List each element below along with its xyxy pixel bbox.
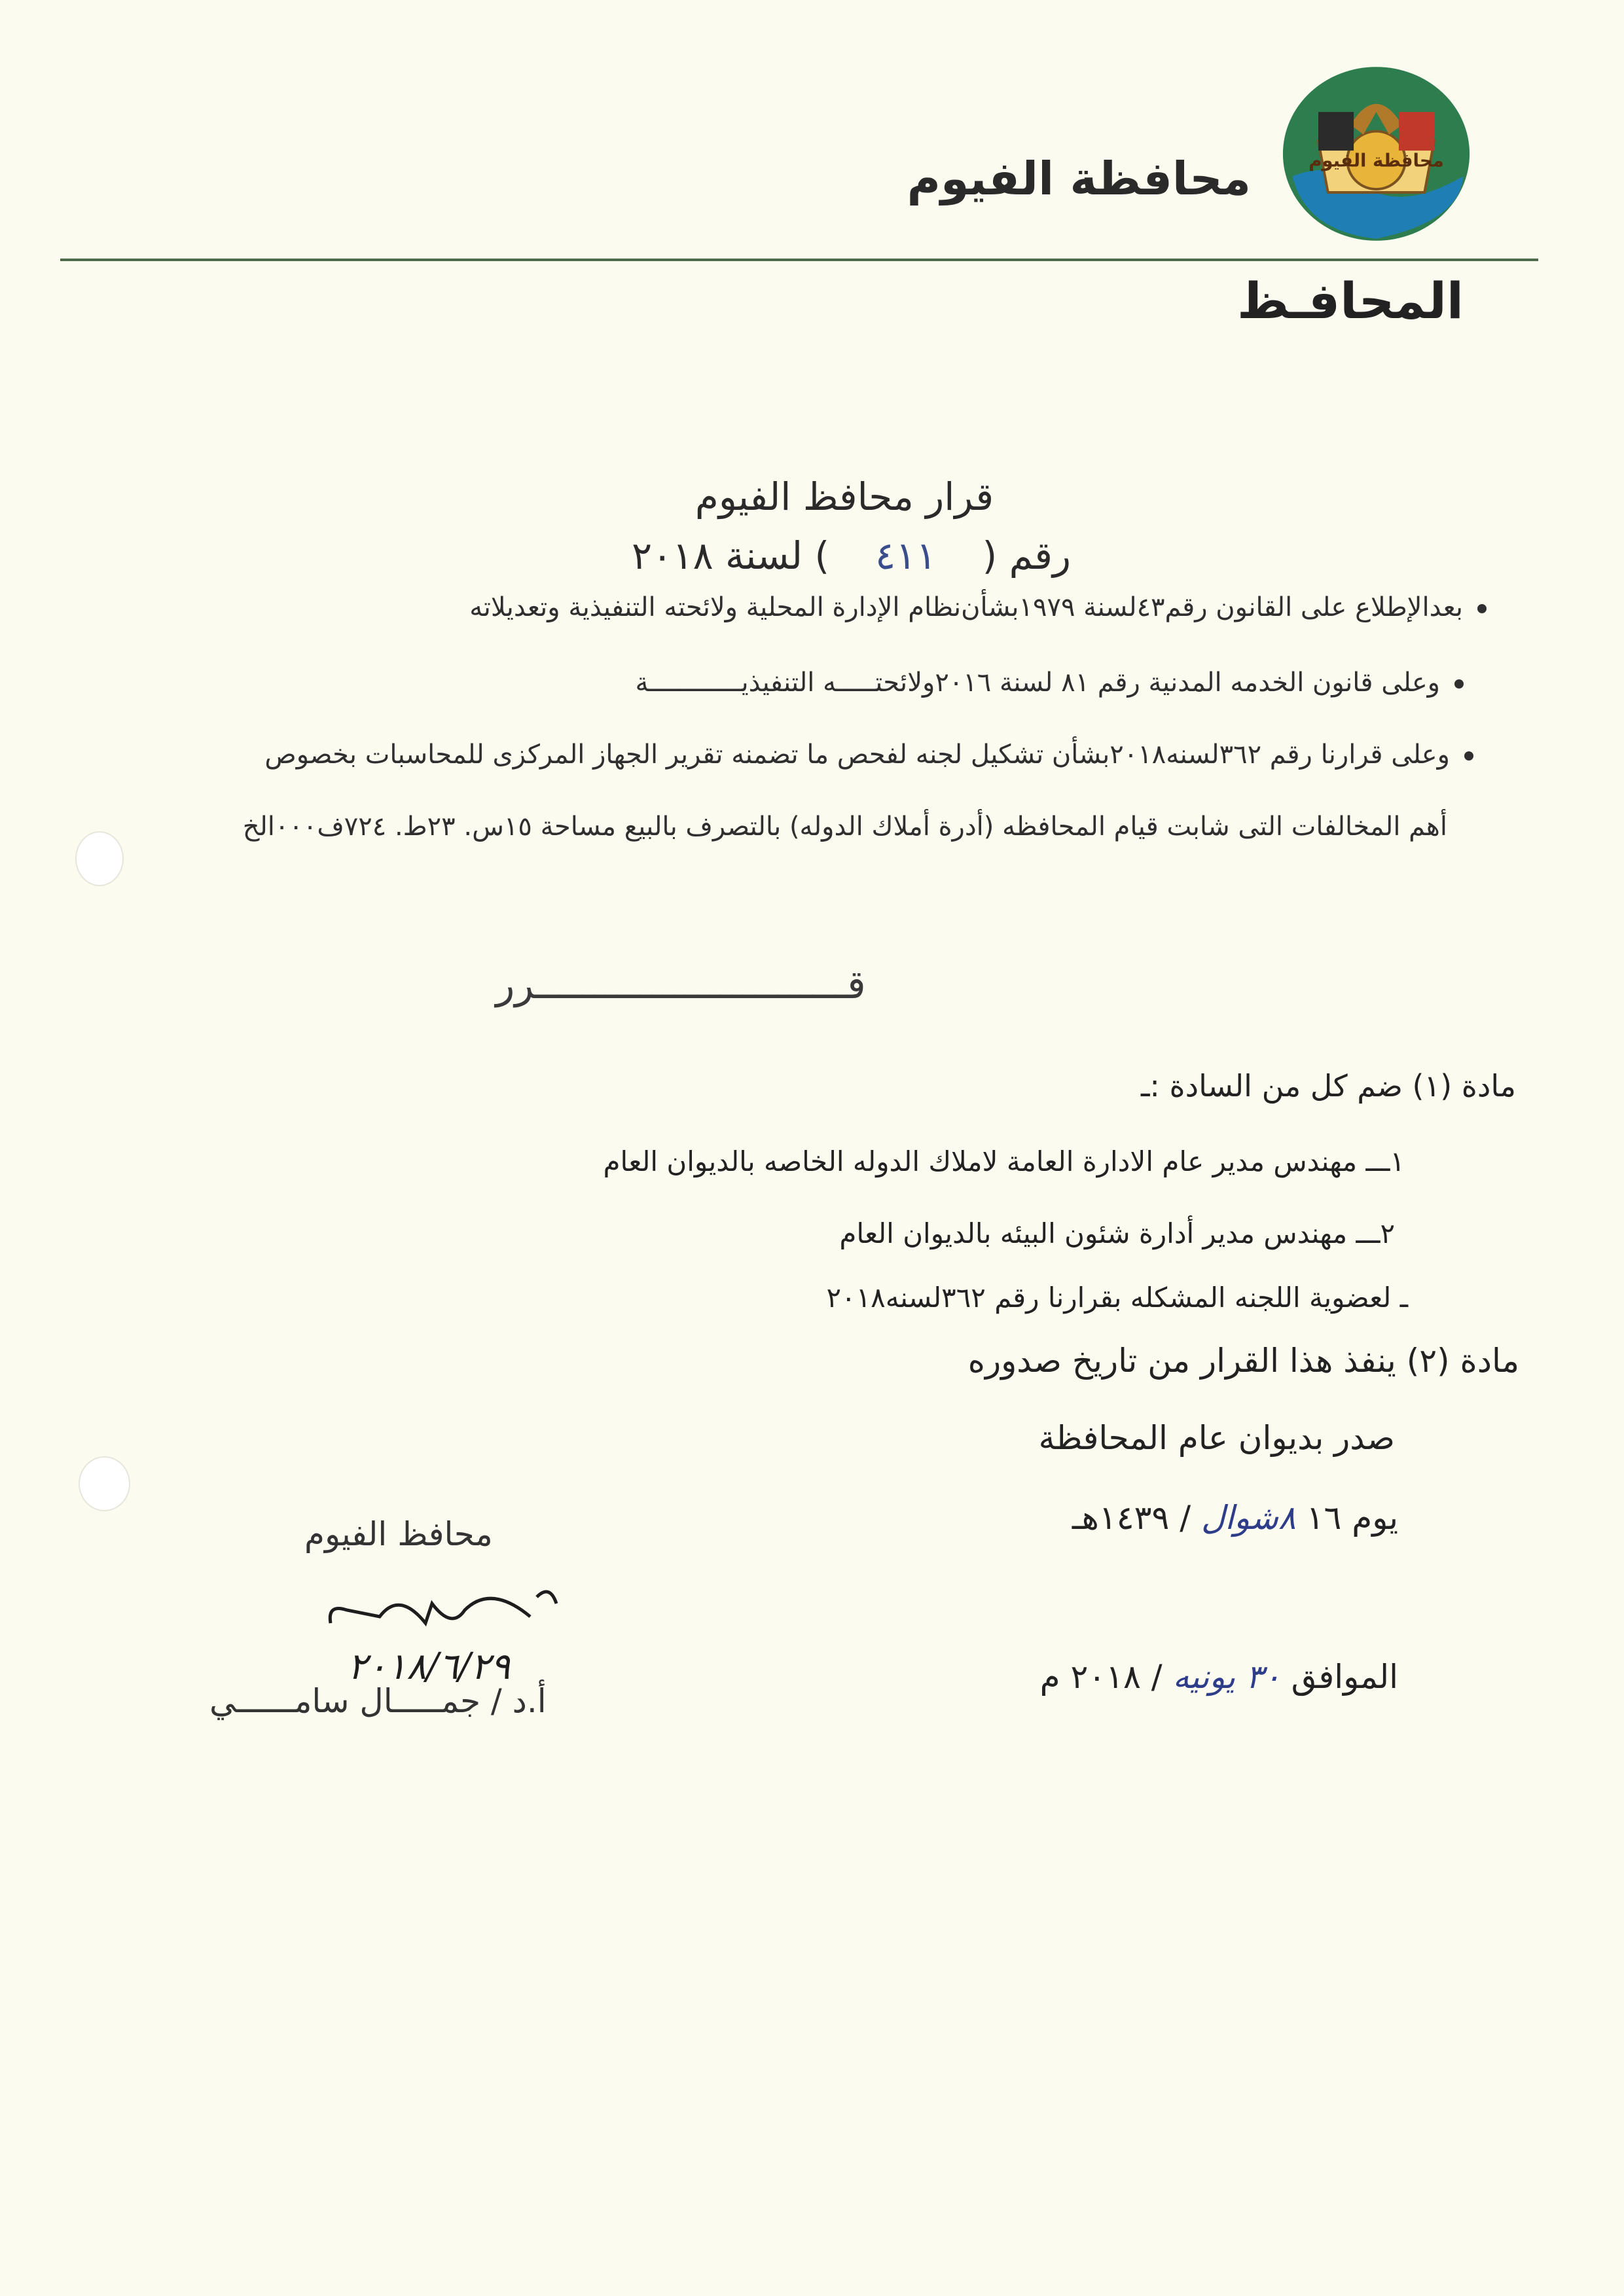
issued-at: صدر بديوان عام المحافظة bbox=[1038, 1419, 1395, 1457]
decree-number-handwritten: ٤١١ bbox=[875, 533, 937, 578]
article-1-heading: مادة (١) ضم كل من السادة :ـ bbox=[1140, 1068, 1516, 1103]
governorate-name: محافظة الفيوم bbox=[907, 152, 1251, 206]
hijri-date-prefix: يوم bbox=[1352, 1499, 1398, 1537]
decree-number-prefix: رقم ( bbox=[982, 533, 1071, 578]
emblem-label: محافظة الفيوم bbox=[1308, 150, 1444, 171]
preamble-item bbox=[469, 592, 1487, 622]
gregorian-date-prefix: الموافق bbox=[1291, 1658, 1398, 1696]
preamble-item bbox=[264, 740, 1473, 770]
gregorian-date bbox=[1040, 1658, 1398, 1696]
bullet-icon bbox=[1477, 604, 1487, 613]
header-divider bbox=[60, 259, 1538, 261]
gregorian-day-month-handwritten: ٣٠ يونيه bbox=[1172, 1658, 1281, 1696]
decree-number-suffix: ) لسنة ٢٠١٨ bbox=[632, 533, 830, 578]
signatory-title: محافظ الفيوم bbox=[304, 1515, 493, 1553]
signatory-name: أ.د / جمـــــال سامــــــي bbox=[209, 1682, 547, 1720]
punch-hole bbox=[75, 831, 124, 886]
hijri-day: ١٦ bbox=[1306, 1499, 1342, 1537]
decree-title: قرار محافظ الفيوم bbox=[695, 475, 994, 519]
hijri-date bbox=[1072, 1499, 1398, 1537]
bullet-icon bbox=[1454, 679, 1464, 689]
gregorian-year: / ٢٠١٨ م bbox=[1039, 1658, 1163, 1696]
preamble-continuation: أهم المخالفات التى شابت قيام المحافظه (أدرة أملاك الدوله) بالتصرف بالبيع مساحة ١٥س. ٢٣ط. ٧٢٤ف٠٠٠الخ bbox=[242, 812, 1447, 842]
punch-hole bbox=[79, 1456, 130, 1511]
decree-number-line bbox=[632, 533, 1071, 578]
signature-date: ٢٠١٨/٦/٢٩ bbox=[347, 1645, 511, 1688]
preamble-text: وعلى قرارنا رقم ٣٦٢لسنه٢٠١٨بشأن تشكيل لجنه لفحص ما تضمنه تقرير الجهاز المركزى للمحاسبات بخصوص bbox=[264, 740, 1450, 770]
preamble-item bbox=[635, 668, 1464, 698]
preamble-text: وعلى قانون الخدمه المدنية رقم ٨١ لسنة ٢٠١٦ولائحتـــــه التنفيذيــــــــــــة bbox=[635, 668, 1440, 698]
article-2: مادة (٢) ينفذ هذا القرار من تاريخ صدوره bbox=[967, 1342, 1519, 1380]
hijri-month-handwritten: ٨شوال bbox=[1200, 1499, 1296, 1537]
governorate-emblem bbox=[1280, 62, 1473, 245]
hijri-year: / ١٤٣٩هـ bbox=[1072, 1499, 1191, 1537]
bullet-icon bbox=[1464, 751, 1473, 761]
member-item: ١ـــ مهندس مدير عام الادارة العامة لاملاك الدوله الخاصه بالديوان العام bbox=[603, 1145, 1405, 1177]
preamble-text: بعدالإطلاع على القانون رقم٤٣لسنة ١٩٧٩بشأن‌نظام الإدارة المحلية ولائحته التنفيذية وتعديلاته bbox=[469, 592, 1463, 622]
member-item: ٢ـــ مهندس مدير أدارة شئون البيئه بالديوان العام bbox=[839, 1217, 1395, 1249]
office-title: المحافـظ bbox=[1237, 272, 1464, 330]
membership-line: ـ لعضوية اللجنه المشكله بقرارنا رقم ٣٦٢لسنه٢٠١٨ bbox=[826, 1282, 1408, 1314]
decision-heading: قـــــــــــــــــــــــــــرر bbox=[496, 962, 866, 1008]
